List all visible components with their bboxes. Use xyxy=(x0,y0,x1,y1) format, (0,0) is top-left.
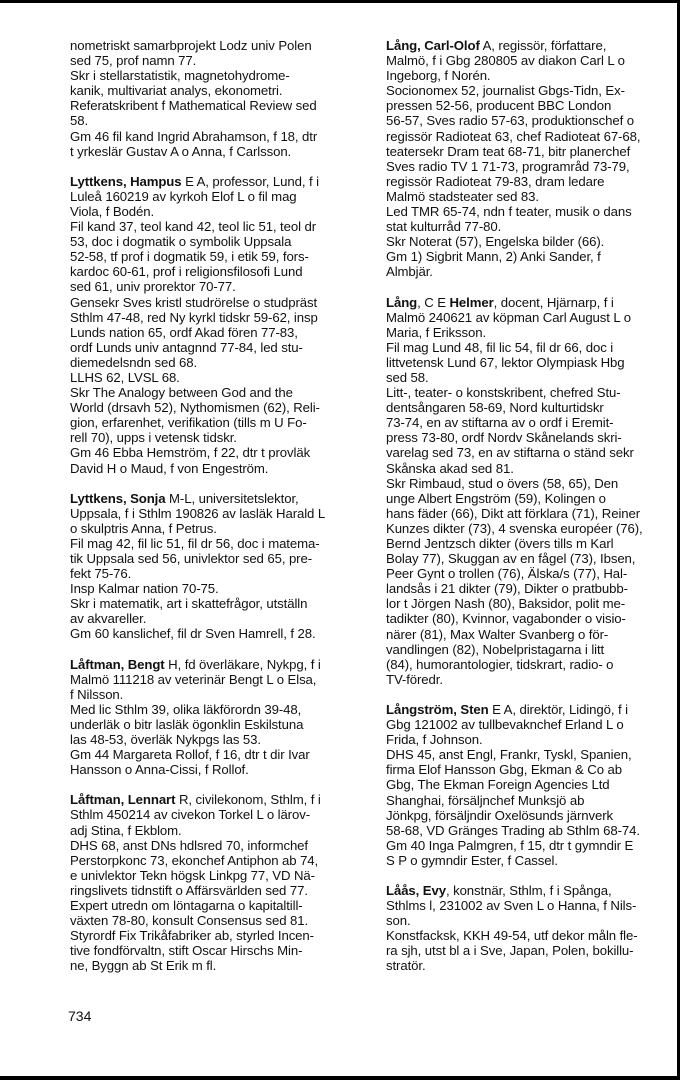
entry-line xyxy=(70,551,362,566)
entry-text: DHS 45, anst Engl, Frankr, Tyskl, Spanien, xyxy=(386,747,632,763)
entry-line xyxy=(386,430,678,445)
entry-text: Perstorpkonc 73, ekonchef Antiphon ab 74, xyxy=(70,852,319,868)
entry-text: las 48-53, överläk Nykpgs las 53. xyxy=(70,732,261,748)
entry-text: kardoc 60-61, prof i religionsfilosofi Lund xyxy=(70,264,303,280)
entry-line xyxy=(386,234,678,249)
entry-line xyxy=(386,883,678,898)
entry-text: , konstnär, Sthlm, f i Spånga, xyxy=(445,882,612,898)
entry xyxy=(70,792,362,973)
entry-text: 58. xyxy=(70,113,89,129)
entry-line xyxy=(70,898,362,913)
entry-line xyxy=(386,325,678,340)
entry-text: Jönkpg, försäljndir Oxelösunds järnverk xyxy=(386,807,613,823)
entry-line xyxy=(70,370,362,385)
entry-text: f Nilsson. xyxy=(70,686,124,702)
entry-text: nometriskt samarbprojekt Lodz univ Polen xyxy=(70,38,312,53)
entry-line xyxy=(386,838,678,853)
entry-line xyxy=(70,189,362,204)
entry-line xyxy=(386,777,678,792)
entry-text: Styrordf Fix Trikåfabriker ab, styrled Incen- xyxy=(70,928,314,944)
entry-text: o skulptris Anna, f Petrus. xyxy=(70,520,217,536)
entry-text: dentsångaren 58-69, Nord kulturtidskr xyxy=(386,400,604,416)
entry-line xyxy=(386,717,678,732)
entry-line xyxy=(70,792,362,807)
entry-line xyxy=(386,808,678,823)
entry-line xyxy=(386,657,678,672)
entry-line xyxy=(386,68,678,83)
entry-text: press 73-80, ordf Nordv Skånelands skri- xyxy=(386,430,622,446)
entry-line xyxy=(70,174,362,189)
entry-text: närer (81), Max Walter Svanberg o för- xyxy=(386,626,609,642)
entry-line xyxy=(70,611,362,626)
entry-text: E A, professor, Lund, f i xyxy=(181,173,319,189)
entry-name: Låftman, Lennart xyxy=(70,792,176,808)
entry-text: Viola, f Bodén. xyxy=(70,203,155,219)
entry-text: H, fd överläkare, Nykpg, f i xyxy=(164,656,321,672)
entry-line xyxy=(70,672,362,687)
entry-line xyxy=(386,491,678,506)
entry-text: unge Albert Engström (59), Kolingen o xyxy=(386,490,606,506)
entry-line xyxy=(70,581,362,596)
entry-text: sed 61, univ prorektor 70-77. xyxy=(70,279,236,295)
entry-line xyxy=(70,144,362,159)
entry-text: Luleå 160219 av kyrkoh Elof L o fil mag xyxy=(70,188,297,204)
entry-line xyxy=(70,445,362,460)
entry-text: växten 78-80, konsult Consensus sed 81. xyxy=(70,913,309,929)
entry-line xyxy=(70,415,362,430)
entry-name: Lyttkens, Hampus xyxy=(70,173,182,189)
entry-text: (84), humorantologier, tidskrart, radio- o xyxy=(386,656,614,672)
entry-line xyxy=(386,174,678,189)
entry-line xyxy=(386,204,678,219)
entry-text: tik Uppsala sed 56, univlektor sed 65, pre- xyxy=(70,551,313,566)
entry-name: Helmer xyxy=(449,294,494,310)
entry-line xyxy=(386,823,678,838)
entry-text: gion, erfarenhet, verifikation (tills m U Fo- xyxy=(70,415,307,431)
entry-text: tadikter (80), Kvinnor, vagabonder o visio- xyxy=(386,611,626,627)
entry-text: Gm 46 Ebba Hemström, f 22, dtr t provläk xyxy=(70,445,311,461)
entry-line xyxy=(386,958,678,973)
entry-line xyxy=(386,53,678,68)
entry-line xyxy=(70,68,362,83)
entry-text: , docent, Hjärnarp, f i xyxy=(493,294,614,310)
entry-line xyxy=(386,611,678,626)
entry-text: ne, Byggn ab St Erik m fl. xyxy=(70,958,217,974)
entry-text: Sves radio TV 1 71-73, programråd 73-79, xyxy=(386,158,630,174)
entry-text: Malmö 111218 av veterinär Bengt L o Elsa, xyxy=(70,671,317,687)
entry-line xyxy=(70,310,362,325)
entry-line xyxy=(386,310,678,325)
entry-text: TV-föredr. xyxy=(386,671,443,687)
entry-text: kanik, multivariat analys, ekonometri. xyxy=(70,83,283,99)
entry-line xyxy=(386,913,678,928)
entry-text: R, civilekonom, Sthlm, f i xyxy=(175,792,321,808)
entry-text: Sthlm 47-48, red Ny kyrkl tidskr 59-62, insp xyxy=(70,309,318,325)
entry-line xyxy=(70,279,362,294)
entry-text: Litt-, teater- o konstskribent, chefred Stu- xyxy=(386,385,621,401)
entry-text: Kunzes dikter (73), 4 svenska européer (76), xyxy=(386,520,643,536)
entry-text: Expert utredn om löntagarna o kapitaltill- xyxy=(70,897,303,913)
entry-text: Gensekr Sves kristl studrörelse o studpräst xyxy=(70,294,318,310)
entry-name: Lång, Carl-Olof xyxy=(386,38,480,53)
entry-line xyxy=(386,536,678,551)
entry-line xyxy=(386,642,678,657)
entry-line xyxy=(70,943,362,958)
entry-line xyxy=(386,113,678,128)
entry-text: Sthlm 450214 av civekon Torkel L o lärov- xyxy=(70,807,310,823)
entry-line xyxy=(386,129,678,144)
entry-text: Gm 40 Inga Palmgren, f 15, dtr t gymndir E xyxy=(386,837,634,853)
entry-line xyxy=(386,98,678,113)
entry xyxy=(386,295,678,687)
entry-text: sed 58. xyxy=(386,369,429,385)
entry-line xyxy=(386,400,678,415)
left-column xyxy=(70,38,362,988)
entry-line xyxy=(386,566,678,581)
entry-text: A, regissör, författare, xyxy=(479,38,607,53)
entry-text: Gbg, The Ekman Foreign Agencies Ltd xyxy=(386,777,610,793)
entry-line xyxy=(70,325,362,340)
entry-text: 58-68, VD Gränges Trading ab Sthlm 68-74. xyxy=(386,822,640,838)
entry-text: 56-57, Sves radio 57-63, produktionschef o xyxy=(386,113,634,129)
entry-text: M-L, universitetslektor, xyxy=(165,490,299,506)
entry-line xyxy=(70,853,362,868)
entry-text: tive fondförvaltn, stift Oscar Hirschs Min- xyxy=(70,943,303,959)
entry-line xyxy=(386,928,678,943)
entry-line xyxy=(386,461,678,476)
entry-text: sed 75, prof namn 77. xyxy=(70,53,197,69)
entry-line xyxy=(70,113,362,128)
entry-text: firma Elof Hansson Gbg, Ekman & Co ab xyxy=(386,762,622,778)
entry-line xyxy=(70,295,362,310)
entry-line xyxy=(386,385,678,400)
entry-text: av akvareller. xyxy=(70,611,147,627)
entry-text: littvetensk Lund 67, lektor Olympiask Hbg xyxy=(386,354,625,370)
entry-text: landsås i 21 dikter (79), Dikter o pratbubb- xyxy=(386,581,628,597)
entry-line xyxy=(386,83,678,98)
entry-text: Almbjär. xyxy=(386,264,433,280)
entry-text: Fil mag Lund 48, fil lic 54, fil dr 66, doc i xyxy=(386,339,614,355)
entry-name: Låftman, Bengt xyxy=(70,656,165,672)
entry-text: Skr The Analogy between God and the xyxy=(70,385,293,401)
entry-line xyxy=(386,355,678,370)
entry-text: diemedelsndn sed 68. xyxy=(70,354,198,370)
entry-line xyxy=(386,249,678,264)
entry-line xyxy=(386,370,678,385)
entry-line xyxy=(70,249,362,264)
entry-text: DHS 68, anst DNs hdlsred 70, informchef xyxy=(70,837,308,853)
entry-text: Bolay 77), Skuggan av en fågel (73), Ibsen, xyxy=(386,551,636,567)
page-number: 734 xyxy=(68,1008,92,1024)
entry-line xyxy=(70,355,362,370)
entry-text: regissör Radioteat 63, chef Radioteat 67-68, xyxy=(386,128,641,144)
entry xyxy=(386,38,678,280)
entry-line xyxy=(70,928,362,943)
entry-line xyxy=(386,445,678,460)
entry-line xyxy=(386,219,678,234)
entry-line xyxy=(386,943,678,958)
entry-line xyxy=(386,581,678,596)
entry-text: Skr Rimbaud, stud o övers (58, 65), Den xyxy=(386,475,619,491)
entry-line xyxy=(386,521,678,536)
entry-text: rell 70), upps i vetensk tidskr. xyxy=(70,430,237,446)
entry xyxy=(70,174,362,476)
entry-text: , C E xyxy=(417,294,450,310)
entry xyxy=(70,491,362,642)
entry-line xyxy=(386,144,678,159)
entry-text: ordf Lunds univ antagnnd 77-84, led stu- xyxy=(70,339,303,355)
entry-text: Ingeborg, f Norén. xyxy=(386,68,491,84)
entry-line xyxy=(70,83,362,98)
entry-line xyxy=(70,958,362,973)
entry-text: Insp Kalmar nation 70-75. xyxy=(70,581,219,597)
entry-text: adj Stina, f Ekblom. xyxy=(70,822,182,838)
entry-line xyxy=(386,898,678,913)
entry-line xyxy=(386,672,678,687)
entry-line xyxy=(386,793,678,808)
entry xyxy=(386,702,678,868)
entry-text: Bernd Jentzsch dikter (övers tills m Karl xyxy=(386,536,614,551)
entry-name: Lyttkens, Sonja xyxy=(70,490,166,506)
entry-text: 52-58, tf prof i dogmatik 59, i etik 59, fors- xyxy=(70,249,309,265)
entry-line xyxy=(70,762,362,777)
scan-edge-top xyxy=(0,0,680,3)
entry-name: Lång xyxy=(386,294,418,310)
entry-line xyxy=(70,717,362,732)
entry-text: lor t Jörgen Nash (80), Baksidor, polit me- xyxy=(386,596,626,612)
entry-text: stat kulturråd 77-80. xyxy=(386,219,502,235)
entry-text: Sthlms l, 231002 av Sven L o Hanna, f Nils- xyxy=(386,898,637,914)
entry-line xyxy=(70,98,362,113)
entry-line xyxy=(70,491,362,506)
entry-text: World (drsavh 52), Nythomismen (62), Reli- xyxy=(70,400,320,416)
entry-text: underläk o bitr lasläk ögonklin Eskilstuna xyxy=(70,716,304,732)
entry-text: Skr i matematik, art i skattefrågor, utställn xyxy=(70,596,308,612)
entry-text: Uppsala, f i Sthlm 190826 av lasläk Harald L xyxy=(70,505,326,521)
entry-line xyxy=(386,732,678,747)
entry xyxy=(70,657,362,778)
entry-text: regissör Radioteat 79-83, dram ledare xyxy=(386,173,605,189)
entry-text: E A, direktör, Lidingö, f i xyxy=(488,701,628,717)
entry-line xyxy=(70,536,362,551)
entry-text: vandlingen (82), Nobelpristagarna i litt xyxy=(386,641,605,657)
entry-text: Led TMR 65-74, ndn f teater, musik o dans xyxy=(386,204,632,220)
entry-line xyxy=(70,702,362,717)
entry-line xyxy=(70,461,362,476)
entry-line xyxy=(386,476,678,491)
entry-text: hans fäder (66), Dikt att förklara (71), Reiner xyxy=(386,505,641,521)
entry-line xyxy=(70,234,362,249)
entry-line xyxy=(386,853,678,868)
entry-text: varelag sed 73, en av stiftarna o ständ sekr xyxy=(386,445,634,461)
entry-line xyxy=(70,400,362,415)
entry-line xyxy=(70,506,362,521)
entry-name: Långström, Sten xyxy=(386,701,489,717)
entry-text: Referatskribent f Mathematical Review sed xyxy=(70,98,317,114)
scan-edge-bottom xyxy=(0,1076,680,1080)
entry-line xyxy=(386,747,678,762)
entry-line xyxy=(70,596,362,611)
entry-line xyxy=(70,53,362,68)
right-column xyxy=(386,38,678,989)
entry-text: Shanghai, försäljnchef Munksjö ab xyxy=(386,792,585,808)
entry-text: Hansson o Anna-Cissi, f Rollof. xyxy=(70,762,249,778)
entry-text: t yrkeslär Gustav A o Anna, f Carlsson. xyxy=(70,143,292,159)
entry-text: Malmö 240621 av köpman Carl August L o xyxy=(386,309,631,325)
entry-text: pressen 52-56, producent BBC London xyxy=(386,98,612,114)
entry-line xyxy=(70,385,362,400)
entry-line xyxy=(70,204,362,219)
entry-line xyxy=(386,340,678,355)
entry-text: David H o Maud, f von Engeström. xyxy=(70,460,269,476)
entry-text: Frida, f Johnson. xyxy=(386,732,483,748)
entry-line xyxy=(70,521,362,536)
entry-text: Malmö, f i Gbg 280805 av diakon Carl L o xyxy=(386,53,625,69)
entry-line xyxy=(386,596,678,611)
entry-line xyxy=(70,883,362,898)
entry-text: Skånska akad sed 81. xyxy=(386,460,514,476)
entry-text: Gm 1) Sigbrit Mann, 2) Anki Sander, f xyxy=(386,249,601,265)
entry-text: Lunds nation 65, ordf Akad fören 77-83, xyxy=(70,324,298,340)
entry-text: Peer Gynt o trollen (76), Älska/s (77), Hal- xyxy=(386,566,628,582)
entry-line xyxy=(70,913,362,928)
entry-line xyxy=(70,219,362,234)
entry-line xyxy=(70,807,362,822)
entry-text: LLHS 62, LVSL 68. xyxy=(70,369,180,385)
entry-line xyxy=(70,747,362,762)
entry-line xyxy=(386,159,678,174)
entry-text: son. xyxy=(386,913,411,929)
entry-line xyxy=(70,687,362,702)
entry-line xyxy=(70,868,362,883)
entry-text: S P o gymndir Ester, f Cassel. xyxy=(386,852,558,868)
entry-line xyxy=(70,657,362,672)
entry-text: e univlektor Tekn högsk Linkpg 77, VD Nä- xyxy=(70,867,315,883)
entry-text: Gm 44 Margareta Rollof, f 16, dtr t dir Ivar xyxy=(70,747,310,763)
entry-line xyxy=(386,702,678,717)
entry-line xyxy=(386,415,678,430)
entry-name: Låås, Evy xyxy=(386,882,446,898)
entry-line xyxy=(70,626,362,641)
entry-text: Gm 46 fil kand Ingrid Abrahamson, f 18, dtr xyxy=(70,128,318,144)
entry-line xyxy=(386,627,678,642)
entry-line xyxy=(70,566,362,581)
entry-text: 73-74, en av stiftarna av o ordf i Eremit- xyxy=(386,415,614,431)
entry-line xyxy=(70,38,362,53)
entry-text: Malmö stadsteater sed 83. xyxy=(386,188,539,204)
entry-text: Med lic Sthlm 39, olika läkförordn 39-48, xyxy=(70,701,302,717)
entry-line xyxy=(386,762,678,777)
entry-line xyxy=(386,38,678,53)
entry-line xyxy=(70,430,362,445)
entry-text: Socionomex 52, journalist Gbgs-Tidn, Ex- xyxy=(386,83,625,99)
entry-text: Gm 60 kanslichef, fil dr Sven Hamrell, f 28. xyxy=(70,626,316,642)
entry-line xyxy=(386,189,678,204)
entry-line xyxy=(386,264,678,279)
entry-line xyxy=(70,838,362,853)
entry-line xyxy=(70,264,362,279)
entry-text: teatersekr Dram teat 68-71, bitr planerchef xyxy=(386,143,631,159)
entry-line xyxy=(386,295,678,310)
entry-text: Fil mag 42, fil lic 51, fil dr 56, doc i matema- xyxy=(70,535,320,551)
entry-text: Skr i stellarstatistik, magnetohydrome- xyxy=(70,68,290,84)
entry-text: Maria, f Eriksson. xyxy=(386,324,487,340)
entry xyxy=(386,883,678,974)
entry-line xyxy=(70,129,362,144)
entry-text: ra sjh, utst bl a i Sve, Japan, Polen, bokillu- xyxy=(386,943,634,959)
entry-text: Skr Noterat (57), Engelska bilder (66). xyxy=(386,234,605,250)
entry-line xyxy=(386,506,678,521)
entry-text: Fil kand 37, teol kand 42, teol lic 51, teol dr xyxy=(70,219,317,235)
entry-line xyxy=(70,823,362,838)
entry xyxy=(70,38,362,159)
entry-text: Konstfacksk, KKH 49-54, utf dekor måln fle- xyxy=(386,928,638,944)
entry-line xyxy=(386,551,678,566)
entry-text: 53, doc i dogmatik o symbolik Uppsala xyxy=(70,234,292,250)
entry-line xyxy=(70,340,362,355)
entry-text: fekt 75-76. xyxy=(70,566,132,582)
entry-text: ringslivets tidnstift o Affärsvärlden sed 77. xyxy=(70,882,308,898)
entry-text: Gbg 121002 av tullbevaknchef Erland L o xyxy=(386,717,624,733)
entry-text: stratör. xyxy=(386,958,426,974)
entry-line xyxy=(70,732,362,747)
